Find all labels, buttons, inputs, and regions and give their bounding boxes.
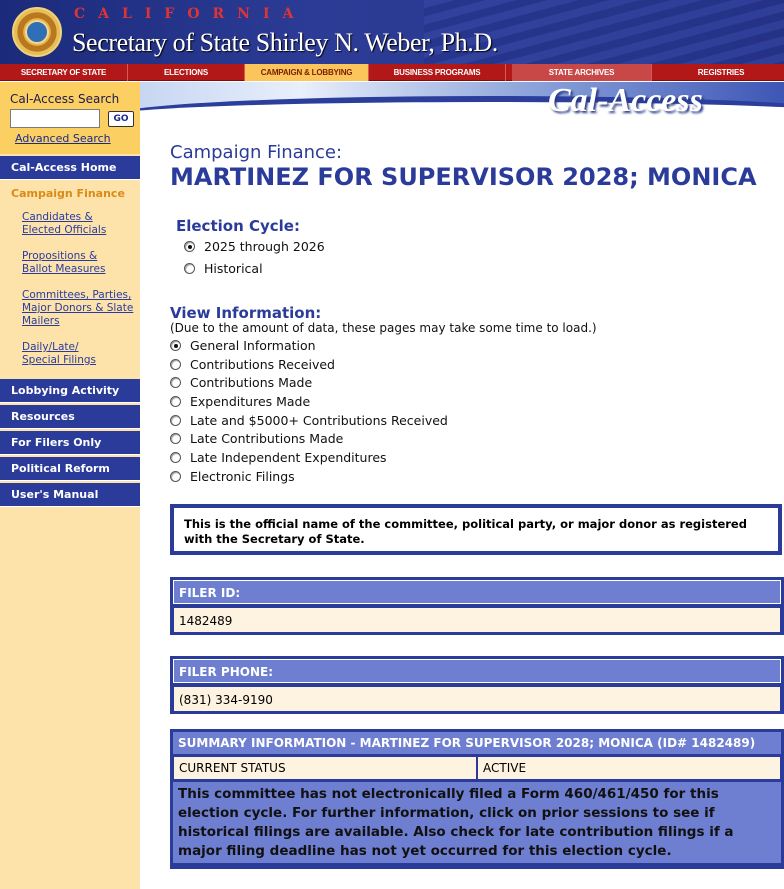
load-time-note: (Due to the amount of data, these pages may take some time to load.) [170, 321, 597, 335]
radio-unchecked-icon[interactable] [170, 415, 181, 426]
sidebar-item-campaign-finance[interactable]: Campaign Finance [11, 187, 125, 200]
radio-checked-icon[interactable] [184, 241, 195, 252]
sidebar-item-filers[interactable]: For Filers Only [0, 431, 140, 455]
status-badge: ACTIVE [477, 756, 781, 780]
sidebar-item-home[interactable]: Cal-Access Home [0, 156, 140, 180]
view-information-heading: View Information: [170, 304, 322, 322]
radio-unchecked-icon[interactable] [170, 396, 181, 407]
search-label: Cal-Access Search [10, 92, 120, 106]
radio-unchecked-icon[interactable] [170, 377, 181, 388]
sidebar-sub-candidates[interactable]: Candidates & Elected Officials [22, 211, 107, 236]
filer-id-value: 1482489 [173, 607, 781, 633]
top-navigation [0, 64, 784, 81]
sidebar-sub-propositions[interactable]: Propositions & Ballot Measures [22, 250, 106, 275]
radio-unchecked-icon[interactable] [170, 433, 181, 444]
filer-phone-label: FILER PHONE: [173, 659, 781, 683]
sidebar-item-lobbying[interactable]: Lobbying Activity [0, 379, 140, 403]
status-row [173, 756, 781, 780]
nav-registries[interactable]: REGISTRIES [697, 68, 745, 77]
nav-state-archives[interactable]: STATE ARCHIVES [512, 64, 652, 81]
cycle-option-current[interactable]: 2025 through 2026 [184, 239, 325, 254]
sidebar-sub-committees[interactable]: Committees, Parties, Major Donors & Slate Mailers [22, 289, 134, 327]
election-cycle-heading: Election Cycle: [176, 217, 300, 235]
section-label: Campaign Finance: [170, 142, 343, 163]
view-option-late-contributions-made[interactable]: Late Contributions Made [170, 431, 343, 446]
current-status-label: CURRENT STATUS [173, 756, 477, 780]
advanced-search-link[interactable]: Advanced Search [15, 132, 111, 145]
sidebar-sub-daily-late[interactable]: Daily/Late/ Special Filings [22, 341, 96, 366]
view-option-general[interactable]: General Information [170, 338, 316, 353]
filing-status-message: This committee has not electronically filed a Form 460/461/450 for this election cycle. For further information, click on prior sessions to see if historical filings are available. Also check for late contribution filings if a major filing deadline has not yet occurred for this election cycle. [173, 782, 781, 863]
filer-id-box [170, 577, 784, 635]
view-option-contributions-made[interactable]: Contributions Made [170, 375, 312, 390]
view-option-contributions-received[interactable]: Contributions Received [170, 357, 335, 372]
radio-unchecked-icon[interactable] [170, 359, 181, 370]
nav-elections[interactable]: ELECTIONS [128, 64, 245, 81]
radio-unchecked-icon[interactable] [170, 471, 181, 482]
official-name-notice: This is the official name of the committee, political party, or major donor as registered with the Secretary of State. [170, 504, 782, 555]
view-option-expenditures-made[interactable]: Expenditures Made [170, 394, 310, 409]
nav-business-programs[interactable]: BUSINESS PROGRAMS [369, 64, 506, 81]
nav-secretary-of-state[interactable]: SECRETARY OF STATE [0, 64, 128, 81]
page-title: MARTINEZ FOR SUPERVISOR 2028; MONICA [170, 163, 757, 191]
cal-access-logo: Cal-Access [548, 82, 703, 119]
radio-checked-icon[interactable] [170, 340, 181, 351]
sidebar-item-resources[interactable]: Resources [0, 405, 140, 429]
nav-campaign-lobbying[interactable]: CAMPAIGN & LOBBYING [245, 64, 369, 81]
radio-unchecked-icon[interactable] [184, 263, 195, 274]
cal-access-banner [140, 82, 784, 136]
secretary-of-state-title[interactable]: Secretary of State Shirley N. Weber, Ph.D. [72, 28, 498, 57]
radio-unchecked-icon[interactable] [170, 452, 181, 463]
left-sidebar [0, 82, 140, 889]
sidebar-item-political-reform[interactable]: Political Reform [0, 457, 140, 481]
filer-phone-value: (831) 334-9190 [173, 686, 781, 712]
california-state-seal-icon[interactable] [12, 7, 62, 57]
view-option-late-independent-expenditures[interactable]: Late Independent Expenditures [170, 450, 387, 465]
view-option-late-5000-contributions[interactable]: Late and $5000+ Contributions Received [170, 413, 448, 428]
cycle-option-historical[interactable]: Historical [184, 261, 263, 276]
summary-heading: SUMMARY INFORMATION - MARTINEZ FOR SUPERVISOR 2028; MONICA (ID# 1482489) [173, 732, 781, 754]
search-input[interactable] [10, 109, 100, 128]
california-wordmark: CALIFORNIA [74, 6, 307, 22]
site-header [0, 0, 784, 64]
filer-id-label: FILER ID: [173, 580, 781, 604]
summary-information-box [170, 729, 784, 869]
search-panel [0, 82, 140, 154]
filer-phone-box [170, 656, 784, 714]
view-option-electronic-filings[interactable]: Electronic Filings [170, 469, 295, 484]
sidebar-item-users-manual[interactable]: User's Manual [0, 483, 140, 507]
search-go-button[interactable]: GO [108, 111, 134, 127]
